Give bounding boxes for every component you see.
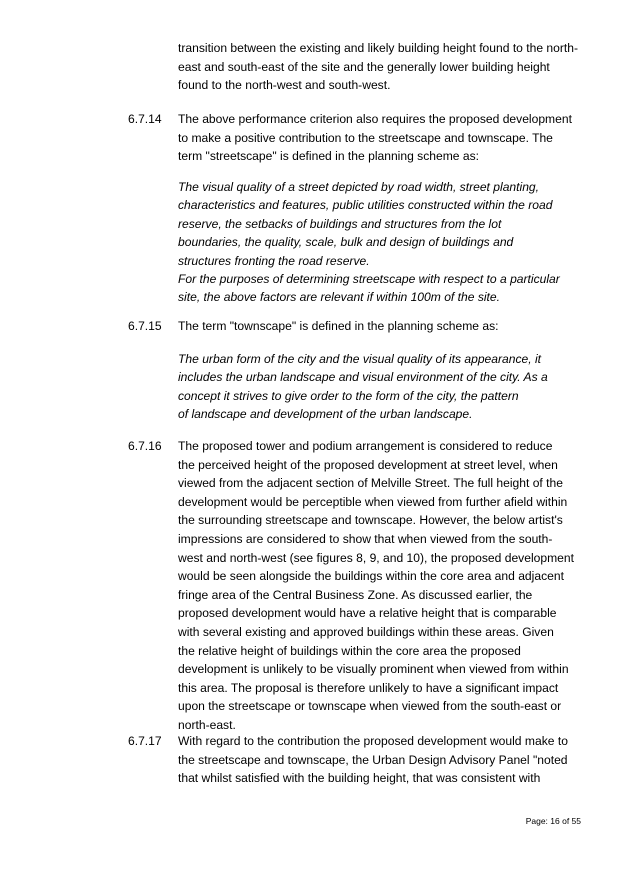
text-line: upon the streetscape or townscape when viewed from the south-east or xyxy=(178,699,562,714)
quote-line: concept it strives to give order to the form of the city, the pattern xyxy=(178,388,519,403)
text-line: found to the north-west and south-west. xyxy=(178,78,391,93)
text-line: would be seen alongside the buildings within the core area and adjacent xyxy=(178,569,564,584)
text-line: this area. The proposal is therefore unlikely to have a significant impact xyxy=(178,680,559,695)
text-line: west and north-west (see figures 8, 9, and 10), the proposed development xyxy=(178,550,574,565)
text-line: north-east. xyxy=(178,717,236,732)
quote-line: of landscape and development of the urban landscape. xyxy=(178,407,473,422)
text-line: the relative height of buildings within the core area the proposed xyxy=(178,643,521,658)
quote-line: The urban form of the city and the visual quality of its appearance, it xyxy=(178,352,542,366)
quote-line: includes the urban landscape and visual environment of the city. As a xyxy=(178,370,548,385)
section-number: 6.7.16 xyxy=(128,439,162,453)
definition-quote-streetscape xyxy=(178,178,582,307)
text-line: development would be perceptible when viewed from further afield within xyxy=(178,494,568,509)
quote-line: reserve, the setbacks of buildings and structures from the lot xyxy=(178,216,502,231)
text-line: the surrounding streetscape and townscape. However, the below artist's xyxy=(178,513,563,528)
text-line: The above performance criterion also requires the proposed development xyxy=(178,112,572,126)
section-paragraph-6-7-15 xyxy=(178,317,582,336)
text-line: the streetscape and townscape, the Urban Design Advisory Panel "noted xyxy=(178,752,568,767)
section-paragraph-6-7-16 xyxy=(178,437,582,735)
page-number-footer: Page: 16 of 55 xyxy=(525,816,581,826)
text-line: east and south-east of the site and the generally lower building height xyxy=(178,59,550,74)
quote-line: site, the above factors are relevant if within 100m of the site. xyxy=(178,290,500,305)
quote-line: characteristics and features, public utilities constructed within the road xyxy=(178,198,553,213)
text-line: With regard to the contribution the proposed development would make to xyxy=(178,734,568,748)
text-line: the perceived height of the proposed development at street level, when xyxy=(178,457,558,472)
text-line: transition between the existing and likely building height found to the north- xyxy=(178,41,579,55)
text-line: The proposed tower and podium arrangement is considered to reduce xyxy=(178,439,553,453)
quote-line: The visual quality of a street depicted by road width, street planting, xyxy=(178,180,539,194)
section-number: 6.7.17 xyxy=(128,734,162,748)
text-line: fringe area of the Central Business Zone. As discussed earlier, the xyxy=(178,587,533,602)
definition-quote-townscape xyxy=(178,350,582,424)
text-line: proposed development would have a relative height that is comparable xyxy=(178,606,557,621)
intro-paragraph xyxy=(178,39,582,95)
text-line: viewed from the adjacent section of Melville Street. The full height of the xyxy=(178,476,563,491)
section-number: 6.7.15 xyxy=(128,319,162,333)
section-paragraph-6-7-17 xyxy=(178,732,582,788)
text-line: development is unlikely to be visually prominent when viewed from within xyxy=(178,662,569,677)
quote-line: structures fronting the road reserve. xyxy=(178,253,370,268)
text-line: term "streetscape" is defined in the planning scheme as: xyxy=(178,149,480,164)
section-paragraph-6-7-14 xyxy=(178,110,582,166)
text-line: The term "townscape" is defined in the planning scheme as: xyxy=(178,319,499,333)
text-line: impressions are considered to show that when viewed from the south- xyxy=(178,531,553,546)
text-line: to make a positive contribution to the streetscape and townscape. The xyxy=(178,130,553,145)
quote-line: boundaries, the quality, scale, bulk and design of buildings and xyxy=(178,235,514,250)
text-line: that whilst satisfied with the building height, that was consistent with xyxy=(178,771,541,786)
text-line: with several existing and approved buildings within these areas. Given xyxy=(178,624,554,639)
section-number: 6.7.14 xyxy=(128,112,162,126)
quote-line: For the purposes of determining streetscape with respect to a particular xyxy=(178,272,560,287)
